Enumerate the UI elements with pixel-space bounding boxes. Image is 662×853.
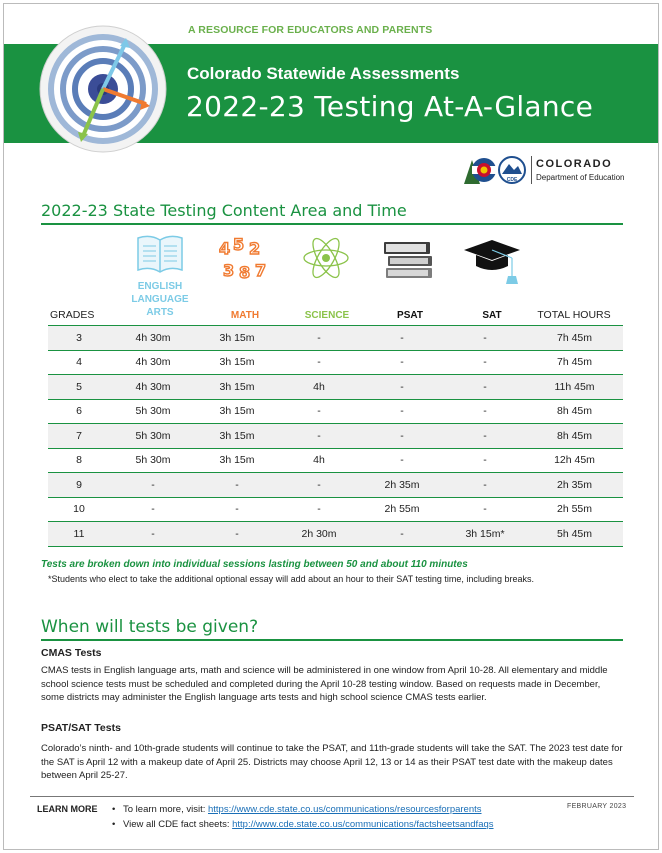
cell-total: 11h 45m: [526, 375, 623, 400]
section-divider: [41, 223, 623, 225]
bullet-icon: •: [112, 819, 116, 830]
table-row: [48, 473, 623, 498]
cmas-paragraph: CMAS tests in English language arts, math and science will be administered in one window from April 10-28. All elementary and middle school science tests must be scheduled and completed during the April 10-28 testing window. Based on requests made in December, some districts may administer the English language arts tests and high school science CMAS tests earlier.: [41, 665, 608, 703]
section-divider: [41, 639, 623, 641]
resources-link[interactable]: https://www.cde.state.co.us/communications/resourcesforparents: [208, 804, 482, 815]
column-header-ela: [124, 280, 196, 319]
logo-badge: CDE: [506, 177, 518, 183]
cmas-heading: CMAS Tests: [41, 647, 102, 659]
cell-total: 12h 45m: [526, 448, 623, 473]
table-row: [48, 424, 623, 449]
cell-science: 2h 30m: [278, 522, 360, 547]
cell-ela: 5h 30m: [110, 424, 196, 449]
table-row: [48, 326, 623, 351]
section-when-heading: When will tests be given?: [41, 617, 259, 637]
cell-total: 7h 45m: [526, 326, 623, 351]
cell-math: -: [196, 473, 278, 498]
cell-psat: -: [360, 399, 444, 424]
cell-math: 3h 15m: [196, 350, 278, 375]
cell-ela: -: [110, 473, 196, 498]
cell-grade: 7: [48, 424, 110, 449]
cell-ela: 4h 30m: [110, 375, 196, 400]
cell-grade: 10: [48, 497, 110, 522]
cell-math: 3h 15m: [196, 375, 278, 400]
cell-grade: 4: [48, 350, 110, 375]
cell-science: 4h: [278, 375, 360, 400]
cell-ela: 5h 30m: [110, 399, 196, 424]
logo-line1: COLORADO: [536, 158, 613, 170]
cell-psat: -: [360, 326, 444, 351]
ela-header-line1: ENGLISH: [137, 281, 183, 292]
cell-sat: -: [444, 350, 526, 375]
book-icon: [134, 232, 186, 276]
target-icon: [38, 24, 168, 154]
cell-total: 2h 35m: [526, 473, 623, 498]
cell-ela: -: [110, 522, 196, 547]
tagline: A RESOURCE FOR EDUCATORS AND PARENTS: [188, 24, 433, 36]
psat-sat-heading: PSAT/SAT Tests: [41, 722, 121, 734]
cell-science: -: [278, 326, 360, 351]
column-header-psat: PSAT: [397, 310, 423, 321]
svg-text:5: 5: [233, 236, 245, 254]
cell-sat: -: [444, 399, 526, 424]
cell-psat: -: [360, 522, 444, 547]
psat-sat-paragraph: Colorado’s ninth- and 10th-grade students will continue to take the PSAT, and 11th-grade students will take the SAT. The 2023 test date for the SAT is April 12 with a makeup date of April 25. Districts may choose April 12, 13 or 14 as their PSAT test date with the makeup dates between April 25-27.: [41, 743, 623, 781]
list-item: [112, 817, 494, 832]
list-item: [112, 802, 494, 817]
cell-sat: -: [444, 375, 526, 400]
cell-total: 5h 45m: [526, 522, 623, 547]
section-testing-heading: 2022-23 State Testing Content Area and Time: [41, 201, 407, 220]
essay-footnote: *Students who elect to take the additional optional essay will add about an hour to their SAT testing time, including breaks.: [48, 574, 534, 584]
cell-psat: -: [360, 424, 444, 449]
cell-math: -: [196, 522, 278, 547]
cell-ela: -: [110, 497, 196, 522]
cell-math: -: [196, 497, 278, 522]
cell-science: -: [278, 424, 360, 449]
fact-sheet-page: [3, 3, 659, 850]
cell-grade: 8: [48, 448, 110, 473]
cell-science: -: [278, 497, 360, 522]
column-header-science: SCIENCE: [304, 310, 350, 321]
cell-science: 4h: [278, 448, 360, 473]
bullet-icon: •: [112, 804, 116, 815]
column-header-sat: SAT: [482, 310, 502, 321]
cell-psat: -: [360, 350, 444, 375]
column-header-total-hours: TOTAL HOURS: [537, 309, 611, 321]
svg-text:4: 4: [219, 239, 231, 258]
table-row: [48, 448, 623, 473]
table-row: [48, 375, 623, 400]
bullet1-text: To learn more, visit:: [123, 804, 208, 815]
svg-text:3: 3: [223, 261, 235, 280]
cell-total: 7h 45m: [526, 350, 623, 375]
cell-ela: 4h 30m: [110, 350, 196, 375]
cell-grade: 6: [48, 399, 110, 424]
learn-more-label: LEARN MORE: [37, 804, 98, 814]
cell-grade: 11: [48, 522, 110, 547]
cell-ela: 4h 30m: [110, 326, 196, 351]
cell-grade: 5: [48, 375, 110, 400]
testing-time-rows: [48, 326, 623, 547]
column-header-math: MATH: [230, 310, 260, 321]
cell-sat: -: [444, 473, 526, 498]
cell-psat: 2h 55m: [360, 497, 444, 522]
ela-header-line3: ARTS: [146, 307, 174, 318]
table-row: [48, 350, 623, 375]
logo-line2: Department of Education: [536, 173, 625, 182]
cell-sat: 3h 15m*: [444, 522, 526, 547]
cell-sat: -: [444, 424, 526, 449]
logo-divider: [531, 156, 532, 184]
header-subtitle: Colorado Statewide Assessments: [187, 64, 460, 83]
cell-math: 3h 15m: [196, 448, 278, 473]
cell-total: 8h 45m: [526, 424, 623, 449]
table-row: [48, 399, 623, 424]
cell-math: 3h 15m: [196, 424, 278, 449]
ela-header-line2: LANGUAGE: [131, 294, 189, 305]
cde-logo: [462, 154, 632, 188]
cell-science: -: [278, 399, 360, 424]
table-row: [48, 522, 623, 547]
cell-total: 8h 45m: [526, 399, 623, 424]
cell-psat: -: [360, 448, 444, 473]
cell-sat: -: [444, 448, 526, 473]
cell-science: -: [278, 350, 360, 375]
svg-text:2: 2: [249, 239, 261, 258]
cell-grade: 9: [48, 473, 110, 498]
cell-sat: -: [444, 497, 526, 522]
graduation-cap-icon: [462, 236, 524, 286]
cell-math: 3h 15m: [196, 399, 278, 424]
bullet2-text: View all CDE fact sheets:: [123, 819, 233, 830]
cell-grade: 3: [48, 326, 110, 351]
column-header-grades: GRADES: [50, 309, 95, 321]
table-row: [48, 497, 623, 522]
cell-psat: 2h 35m: [360, 473, 444, 498]
colorado-flag-icon: [462, 154, 528, 186]
cell-total: 2h 55m: [526, 497, 623, 522]
cell-math: 3h 15m: [196, 326, 278, 351]
svg-text:8: 8: [239, 263, 251, 282]
footer-divider: [30, 796, 634, 797]
header-title: 2022-23 Testing At-A-Glance: [186, 90, 594, 123]
learn-more-list: [112, 802, 494, 832]
cell-psat: -: [360, 375, 444, 400]
fact-sheets-link[interactable]: http://www.cde.state.co.us/communications/factsheetsandfaqs: [232, 819, 494, 830]
atom-icon: [300, 234, 352, 282]
sessions-note: Tests are broken down into individual sessions lasting between 50 and about 110 minutes: [41, 559, 468, 570]
cell-ela: 5h 30m: [110, 448, 196, 473]
cell-science: -: [278, 473, 360, 498]
testing-time-table: [48, 325, 623, 547]
cell-sat: -: [444, 326, 526, 351]
svg-text:7: 7: [255, 261, 267, 280]
publication-date: FEBRUARY 2023: [567, 803, 627, 810]
numbers-icon: [217, 236, 273, 282]
books-stack-icon: [382, 238, 438, 282]
